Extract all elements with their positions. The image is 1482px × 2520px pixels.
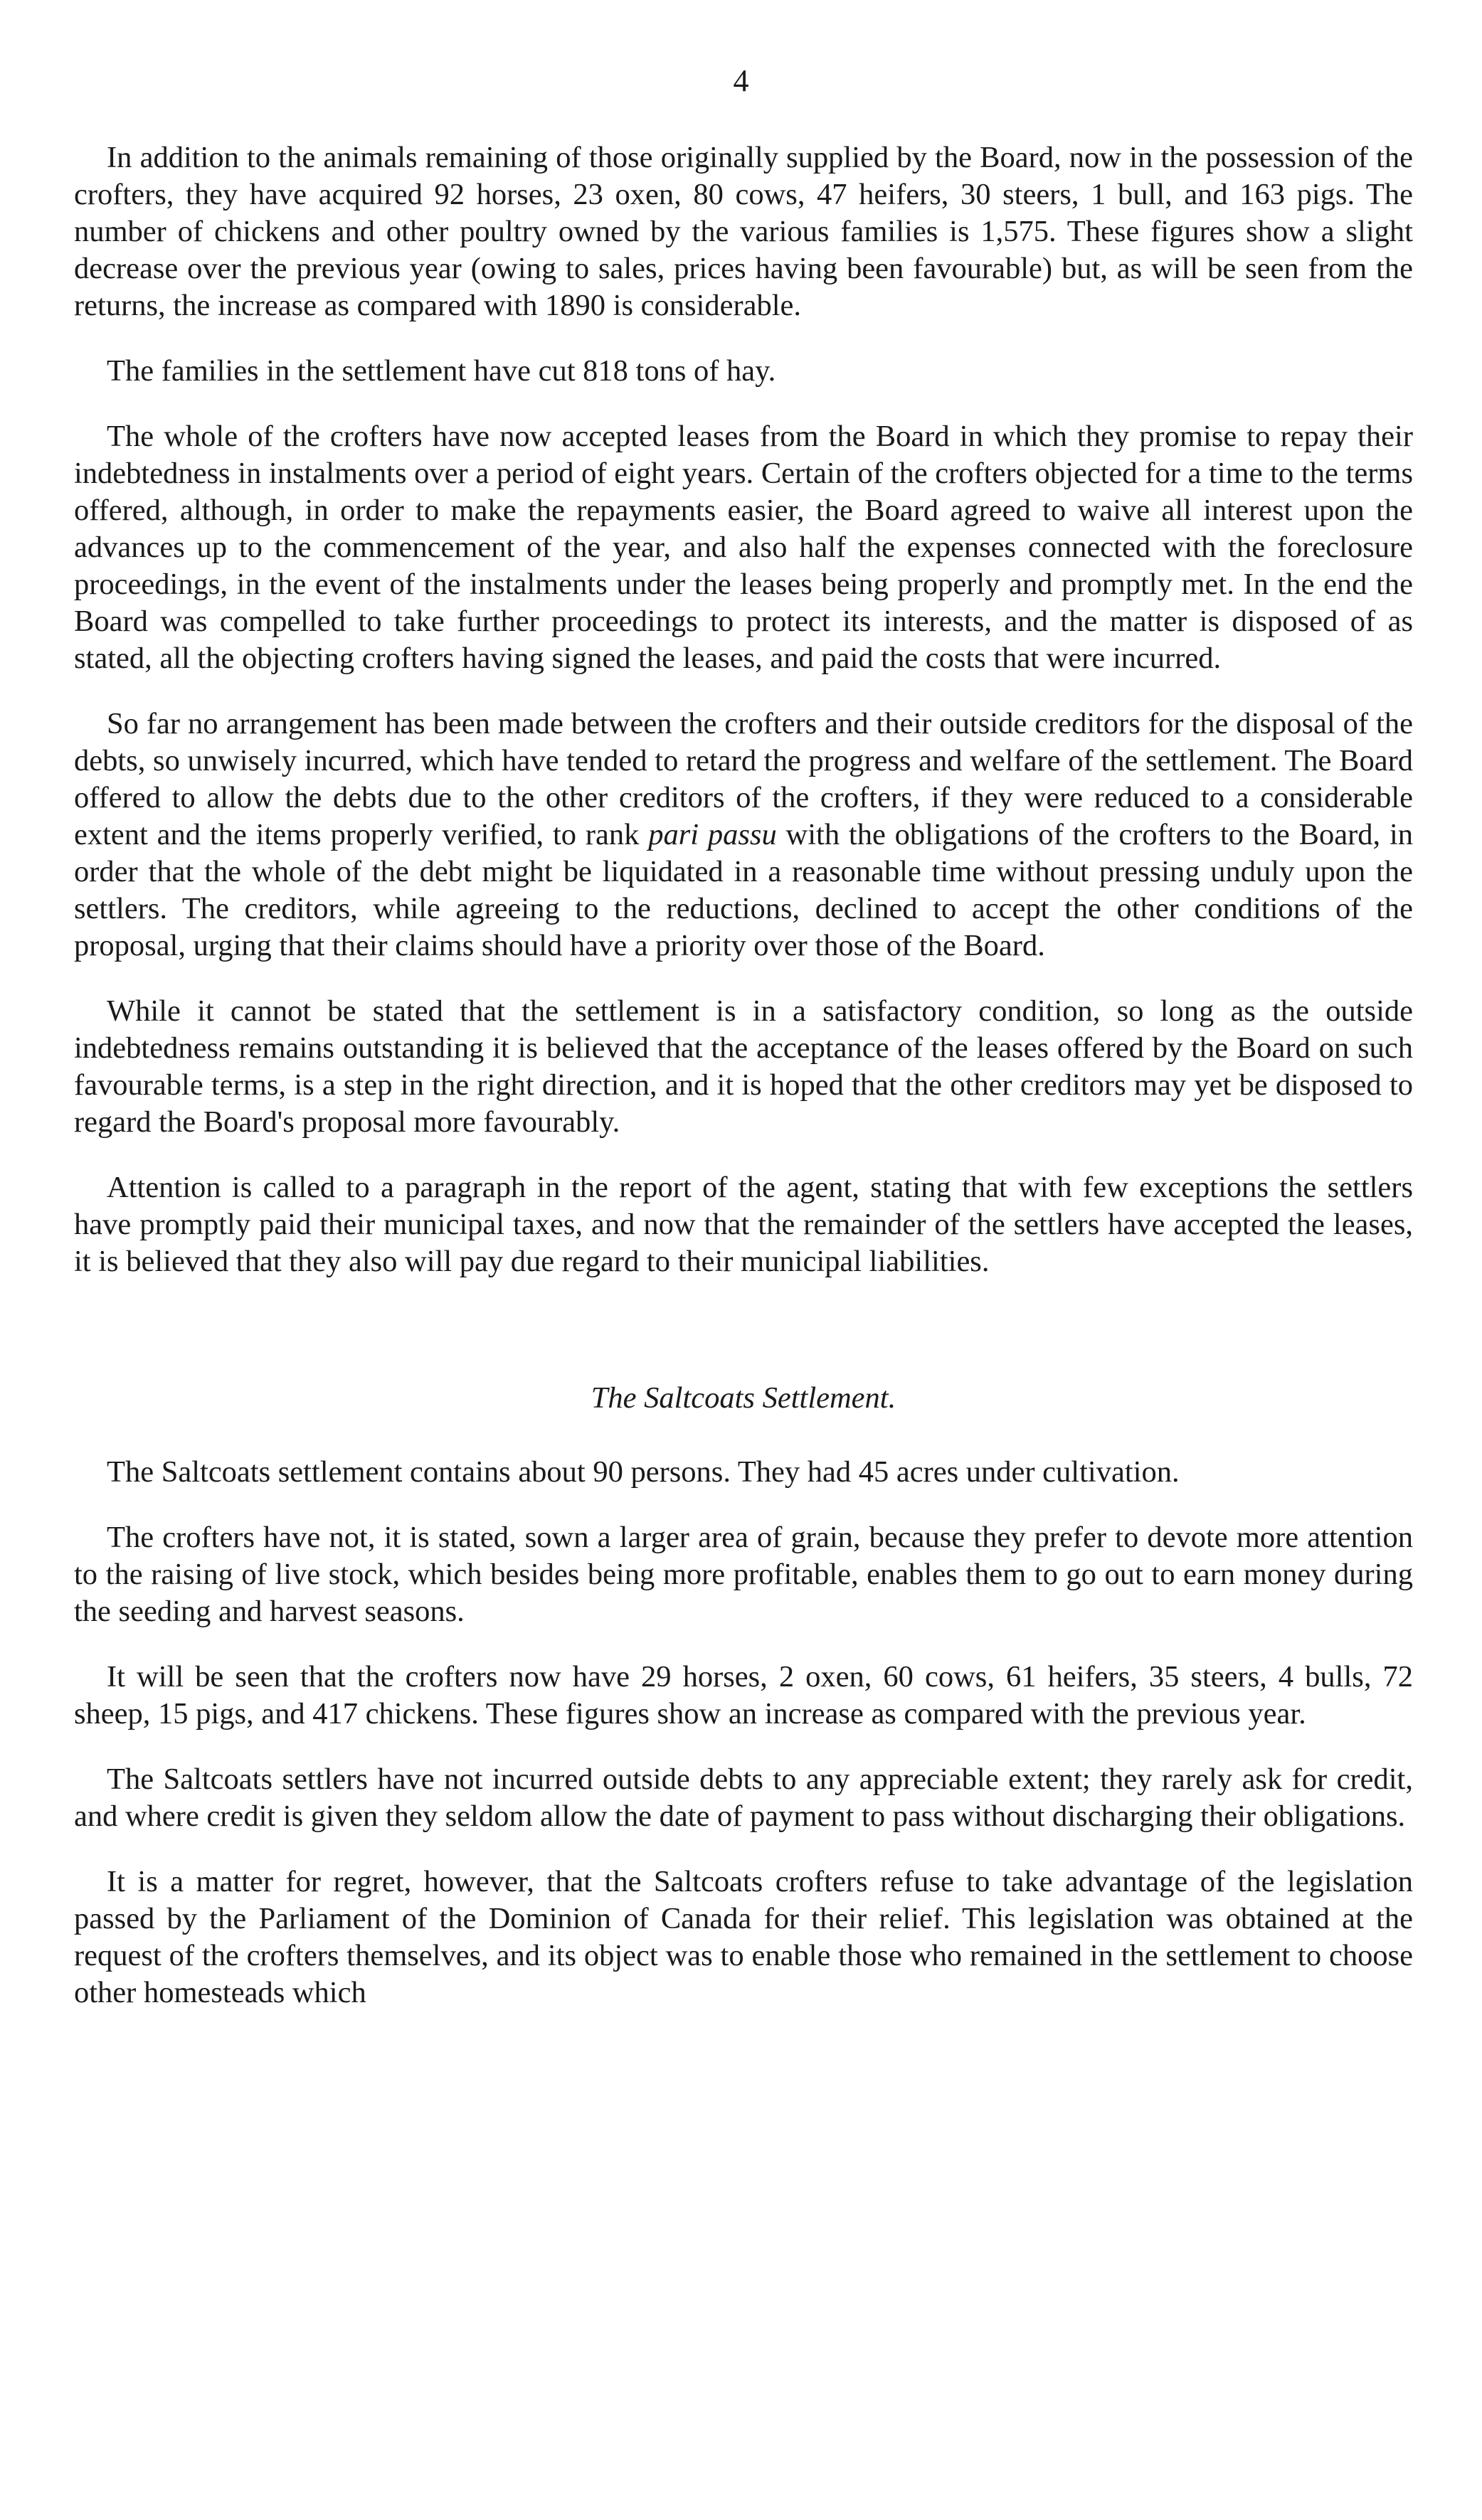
paragraph-outside-creditors xyxy=(74,706,1413,964)
paragraph-hay: The families in the settlement have cut 818 tons of hay. xyxy=(107,354,776,388)
paragraph-saltcoats-livestock: It will be seen that the crofters now have 29 horses, 2 oxen, 60 cows, 61 heifers, 35 steers, 4 bulls, 72 sheep, 15 pigs, and 417 chickens. These figures show an increase as compared with the previous year. xyxy=(74,1660,1413,1730)
body-text xyxy=(74,139,1413,2040)
paragraph-text: So far no arrangement has been made between the crofters and their outside creditors for the disposal of the debts, so unwisely incurred, which have tended to retard the progress and welfare of the settlement. The Board offered to allow the debts due to the other creditors of the crofters, if they were reduced to a considerable extent and the items properly verified, to rank xyxy=(74,707,1413,851)
paragraph-settlement-condition: While it cannot be stated that the settlement is in a satisfactory condition, so long as the outside indebtedness remains outstanding it is believed that the acceptance of the leases offered by the Board on such favourable terms, is a step in the right direction, and it is hoped that the other creditors may yet be disposed to regard the Board's proposal more favourably. xyxy=(74,994,1413,1139)
paragraph-saltcoats-grain: The crofters have not, it is stated, sown a larger area of grain, because they prefer to devote more attention to the raising of live stock, which besides being more profitable, enables them to go out to earn money during the seeding and harvest seasons. xyxy=(74,1521,1413,1628)
section-heading: The Saltcoats Settlement. xyxy=(591,1381,896,1415)
latin-phrase: pari passu xyxy=(648,818,777,851)
paragraph-saltcoats-debts: The Saltcoats settlers have not incurred outside debts to any appreciable extent; they rarely ask for credit, and where credit is given they seldom allow the date of payment to pass without discharging their obligations. xyxy=(74,1763,1413,1833)
paragraph-leases: The whole of the crofters have now accepted leases from the Board in which they promise to repay their indebtedness in instalments over a period of eight years. Certain of the crofters objected for a time to the terms offered, although, in order to make the repayments easier, the Board agreed to waive all interest upon the advances up to the commencement of the year, and also half the expenses connected with the foreclosure proceedings, in the event of the instalments under the leases being properly and promptly met. In the end the Board was compelled to take further proceedings to protect its interests, and the matter is disposed of as stated, all the objecting crofters having signed the leases, and paid the costs that were incurred. xyxy=(74,420,1413,675)
paragraph-saltcoats-legislation: It is a matter for regret, however, that the Saltcoats crofters refuse to take advantage of the legislation passed by the Parliament of the Dominion of Canada for their relief. This legislation was obtained at the request of the crofters themselves, and its object was to enable those who remained in the settlement to choose other homesteads which xyxy=(74,1865,1413,2009)
paragraph-municipal-taxes: Attention is called to a paragraph in the report of the agent, stating that with few exceptions the settlers have promptly paid their municipal taxes, and now that the remainder of the settlers have accepted the leases, it is believed that they also will pay due regard to their municipal liabilities. xyxy=(74,1171,1413,1278)
paragraph-livestock-acquired: In addition to the animals remaining of those originally supplied by the Board, now in the possession of the crofters, they have acquired 92 horses, 23 oxen, 80 cows, 47 heifers, 30 steers, 1 bull, and 163 pigs. The number of chickens and other poultry owned by the various families is 1,575. These figures show a slight decrease over the previous year (owing to sales, prices having been favourable) but, as will be seen from the returns, the increase as compared with 1890 is considerable. xyxy=(74,141,1413,322)
paragraph-text: with the obligations of the crofters to the Board, in order that the whole of the debt might be liquidated in a reasonable time without pressing unduly upon the settlers. The creditors, while agreeing to the reductions, declined to accept the other conditions of the proposal, urging that their claims should have a priority over those of the Board. xyxy=(74,818,1414,962)
paragraph-saltcoats-population: The Saltcoats settlement contains about 90 persons. They had 45 acres under cultivation. xyxy=(107,1455,1180,1489)
page-number: 4 xyxy=(733,63,749,98)
